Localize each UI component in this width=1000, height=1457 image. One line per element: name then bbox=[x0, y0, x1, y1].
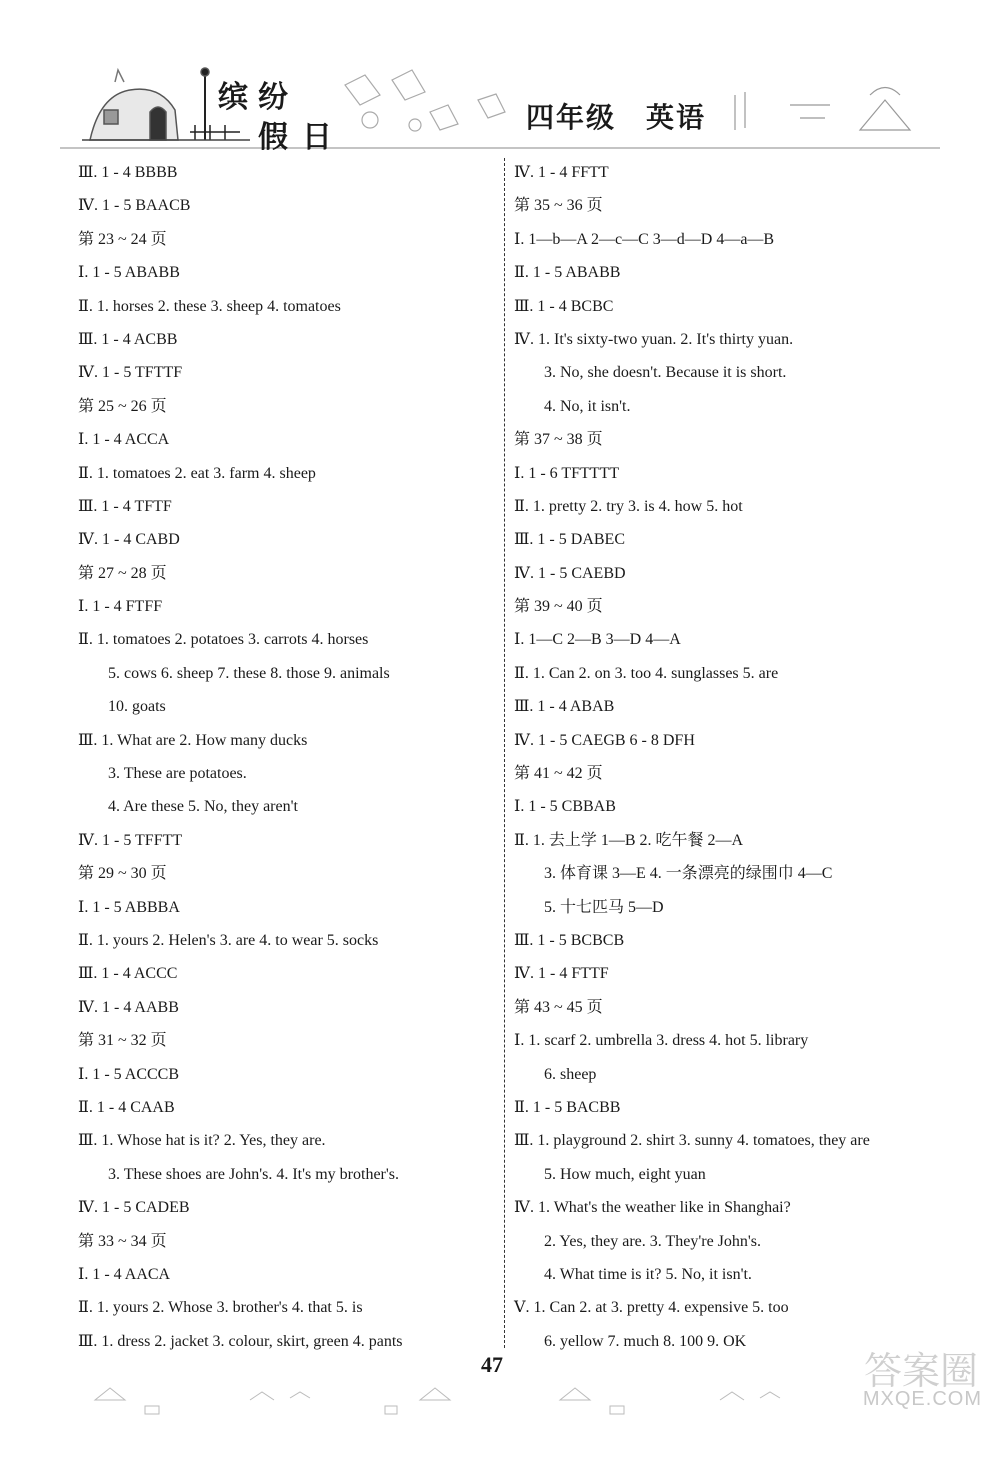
answer-line: Ⅰ. 1 - 5 ABABB bbox=[78, 264, 180, 282]
answer-line: Ⅲ. 1 - 4 BBBB bbox=[78, 164, 178, 181]
answer-line: 第 41 ~ 42 页 bbox=[514, 765, 603, 783]
answer-line: Ⅲ. 1 - 4 TFTF bbox=[78, 497, 172, 515]
answer-line: Ⅳ. 1. What's the weather like in Shanghai? bbox=[514, 1199, 791, 1217]
answer-line: Ⅱ. 1. Can 2. on 3. too 4. sunglasses 5. are bbox=[514, 664, 779, 682]
answer-line: Ⅰ. 1 - 4 FTFF bbox=[78, 598, 163, 616]
answer-line: 5. How much, eight yuan bbox=[544, 1165, 706, 1183]
answer-line: Ⅳ. 1 - 5 BAACB bbox=[78, 197, 191, 215]
answer-line: Ⅳ. 1 - 4 FTTF bbox=[514, 965, 609, 983]
answer-line: Ⅳ. 1 - 4 AABB bbox=[78, 998, 179, 1016]
answer-line: Ⅳ. 1 - 4 CABD bbox=[78, 531, 180, 549]
answer-line: Ⅰ. 1 - 4 ACCA bbox=[78, 431, 170, 449]
answer-line: Ⅲ. 1. dress 2. jacket 3. colour, skirt, green 4. pants bbox=[78, 1332, 403, 1350]
answer-line: 第 39 ~ 40 页 bbox=[514, 598, 603, 616]
answer-line: 3. No, she doesn't. Because it is short. bbox=[544, 364, 787, 382]
answer-line: Ⅰ. 1 - 5 ACCCB bbox=[78, 1065, 180, 1083]
answer-line: 3. These shoes are John's. 4. It's my brother's. bbox=[108, 1165, 399, 1183]
answer-line: 3. These are potatoes. bbox=[108, 765, 247, 783]
answer-line: Ⅱ. 1. pretty 2. try 3. is 4. how 5. hot bbox=[514, 497, 743, 515]
answer-line: 第 35 ~ 36 页 bbox=[514, 197, 603, 215]
answer-line: Ⅰ. 1 - 5 ABBBA bbox=[78, 898, 180, 916]
answer-line: Ⅳ. 1 - 5 CAEBD bbox=[514, 564, 626, 582]
answer-line: Ⅲ. 1 - 4 ACBB bbox=[78, 330, 178, 348]
answer-line: Ⅱ. 1. tomatoes 2. potatoes 3. carrots 4. horses bbox=[78, 631, 369, 649]
answer-line: 第 31 ~ 32 页 bbox=[78, 1032, 167, 1050]
answer-line: Ⅲ. 1 - 5 BCBCB bbox=[514, 931, 625, 949]
answer-line: Ⅲ. 1 - 4 ACCC bbox=[78, 965, 178, 983]
answer-line: 第 33 ~ 34 页 bbox=[78, 1232, 167, 1250]
answer-line: 第 27 ~ 28 页 bbox=[78, 564, 167, 582]
answer-line: Ⅱ. 1. yours 2. Whose 3. brother's 4. that 5. is bbox=[78, 1299, 363, 1317]
answer-line: Ⅱ. 1. horses 2. these 3. sheep 4. tomatoes bbox=[78, 297, 341, 315]
answer-line: Ⅴ. 1. Can 2. at 3. pretty 4. expensive 5. too bbox=[514, 1299, 789, 1317]
answer-line: 4. Are these 5. No, they aren't bbox=[108, 798, 298, 816]
answer-line: 4. What time is it? 5. No, it isn't. bbox=[544, 1265, 752, 1283]
answer-line: Ⅰ. 1—C 2—B 3—D 4—A bbox=[514, 631, 681, 649]
answer-line: Ⅱ. 1. tomatoes 2. eat 3. farm 4. sheep bbox=[78, 464, 316, 482]
answer-line: Ⅰ. 1—b—A 2—c—C 3—d—D 4—a—B bbox=[514, 230, 775, 248]
header-title-line2: 假日 bbox=[258, 120, 346, 155]
answer-line: Ⅲ. 1 - 4 BCBC bbox=[514, 297, 614, 315]
answer-line: Ⅰ. 1 - 4 AACA bbox=[78, 1265, 171, 1283]
answer-line: 第 43 ~ 45 页 bbox=[514, 998, 603, 1016]
answer-line: Ⅳ. 1 - 5 CAEGB 6 - 8 DFH bbox=[514, 731, 695, 749]
answer-line: Ⅰ. 1 - 5 CBBAB bbox=[514, 798, 616, 816]
answer-line: Ⅲ. 1 - 4 ABAB bbox=[514, 698, 615, 716]
answer-line: 5. 十七匹马 5—D bbox=[544, 898, 664, 916]
answer-column-left bbox=[78, 156, 498, 1358]
answer-line: Ⅱ. 1 - 5 ABABB bbox=[514, 264, 621, 282]
answer-line: 4. No, it isn't. bbox=[544, 397, 631, 415]
answer-line: Ⅳ. 1 - 4 FFTT bbox=[514, 164, 609, 181]
answer-line: 5. cows 6. sheep 7. these 8. those 9. animals bbox=[108, 664, 390, 682]
header-title-line1: 缤纷 bbox=[218, 80, 298, 115]
answer-line: 2. Yes, they are. 3. They're John's. bbox=[544, 1232, 761, 1250]
header-subject: 英语 bbox=[646, 101, 707, 134]
answer-line: Ⅲ. 1. playground 2. shirt 3. sunny 4. tomatoes, they are bbox=[514, 1132, 870, 1150]
answer-line: Ⅳ. 1 - 5 TFTTF bbox=[78, 364, 183, 382]
watermark-logo: 答案圈 bbox=[863, 1349, 978, 1393]
answer-line: Ⅰ. 1. scarf 2. umbrella 3. dress 4. hot 5. library bbox=[514, 1032, 809, 1050]
header-decoration-icon bbox=[0, 0, 1000, 160]
answer-line: Ⅳ. 1 - 5 TFFTT bbox=[78, 831, 183, 849]
answer-line: 3. 体育课 3—E 4. 一条漂亮的绿围巾 4—C bbox=[544, 865, 833, 883]
answer-line: 第 23 ~ 24 页 bbox=[78, 230, 167, 248]
answer-line: 6. sheep bbox=[544, 1065, 597, 1083]
answer-line: Ⅲ. 1 - 5 DABEC bbox=[514, 531, 625, 549]
answer-line: Ⅱ. 1. 去上学 1—B 2. 吃午餐 2—A bbox=[514, 831, 744, 849]
column-divider bbox=[504, 158, 505, 1348]
answer-line: 6. yellow 7. much 8. 100 9. OK bbox=[544, 1332, 747, 1350]
page-header bbox=[0, 0, 1000, 160]
answer-line: 10. goats bbox=[108, 698, 166, 716]
watermark-url: MXQE.COM bbox=[862, 1388, 982, 1410]
answer-column-right bbox=[514, 156, 934, 1358]
answer-line: 第 37 ~ 38 页 bbox=[514, 431, 603, 449]
answer-line: Ⅲ. 1. Whose hat is it? 2. Yes, they are. bbox=[78, 1132, 326, 1150]
answer-line: Ⅱ. 1 - 5 BACBB bbox=[514, 1098, 621, 1116]
answer-line: Ⅲ. 1. What are 2. How many ducks bbox=[78, 731, 308, 749]
answer-line: Ⅰ. 1 - 6 TFTTTT bbox=[514, 464, 620, 482]
answer-line: Ⅳ. 1 - 5 CADEB bbox=[78, 1199, 190, 1217]
answer-line: 第 25 ~ 26 页 bbox=[78, 397, 167, 415]
answer-line: 第 29 ~ 30 页 bbox=[78, 865, 167, 883]
answer-line: Ⅱ. 1 - 4 CAAB bbox=[78, 1098, 175, 1116]
page-number: 47 bbox=[481, 1352, 503, 1377]
answer-line: Ⅳ. 1. It's sixty-two yuan. 2. It's thirty yuan. bbox=[514, 330, 794, 348]
answer-line: Ⅱ. 1. yours 2. Helen's 3. are 4. to wear 5. socks bbox=[78, 931, 379, 949]
header-grade: 四年级 bbox=[526, 101, 617, 134]
